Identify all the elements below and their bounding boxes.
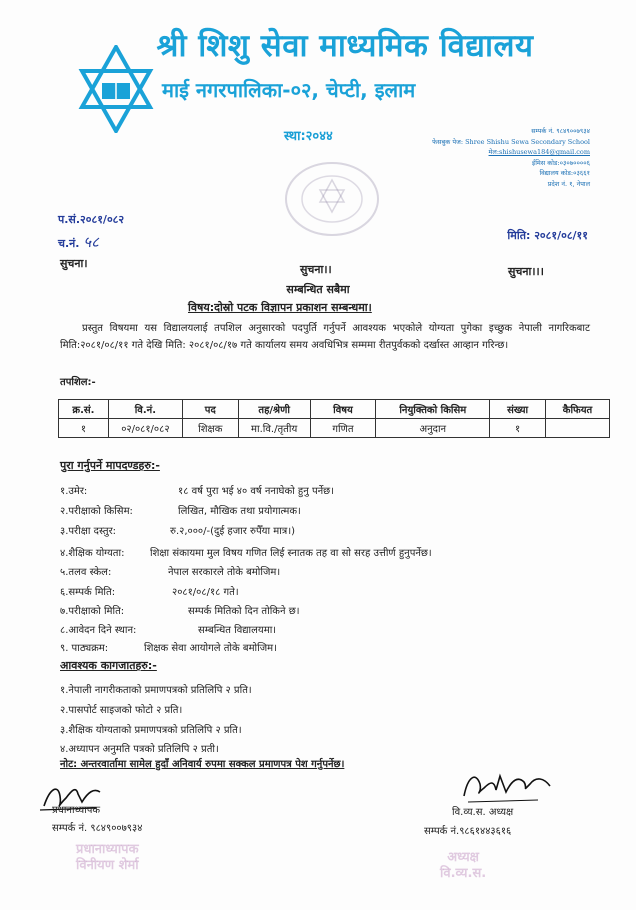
headmaster-stamp	[76, 842, 139, 874]
subject-line: विषय:दोस्रो पटक विज्ञापन प्रकाशन सम्बन्धमा।	[188, 301, 372, 314]
stamp-line: अध्यक्ष	[447, 850, 479, 865]
vacancy-table	[58, 399, 610, 438]
table-cell: गणित	[310, 419, 376, 438]
contact-email: मेल:shishusewa184@gmail.com	[488, 148, 590, 156]
table-header-row	[59, 400, 610, 419]
contact-province: प्रदेश नं. १, नेपाल	[547, 179, 590, 188]
header-cell: वि.नं.	[108, 400, 182, 419]
documents-title: आवश्यक कागजातहरु:-	[60, 659, 157, 672]
criteria-item	[60, 564, 281, 578]
criteria-item	[60, 603, 300, 617]
contact-emis: ईमिस कोड:०३०७००००६	[532, 158, 590, 167]
criteria-item	[60, 640, 277, 654]
criteria-label: ९. पाठ्यक्रम:	[60, 643, 109, 654]
table-cell: अनुदान	[376, 419, 490, 438]
criteria-value: सम्पर्क मितिको दिन तोकिने छ।	[188, 606, 300, 617]
school-address: माई नगरपालिका-०२, चेप्टी, इलाम	[162, 78, 416, 102]
criteria-label: ८.आवेदन दिने स्थान:	[60, 625, 137, 636]
header-cell: कैफियत	[546, 400, 610, 419]
header-cell: तह/श्रेणी	[238, 400, 310, 419]
contact-phone: सम्पर्क नं. ९८४९००७९३४	[531, 127, 590, 135]
chairman-title: वि.व्य.स. अध्यक्ष	[452, 807, 514, 818]
table-cell: मा.वि./तृतीय	[238, 419, 310, 438]
contact-school-code: विद्यालय कोड:०३६६१	[539, 169, 590, 177]
criteria-label: २.परीक्षाको किसिम:	[60, 506, 133, 517]
criteria-item	[60, 503, 301, 517]
table-cell: ०२/०८१/०८२	[108, 419, 182, 438]
notice-heading-2: सुचना।।	[300, 263, 332, 276]
criteria-item	[60, 545, 432, 559]
criteria-label: ४.शैक्षिक योग्यता:	[60, 548, 125, 559]
criteria-value: लिखित, मौखिक तथा प्रयोगात्मक।	[178, 506, 301, 517]
header-cell: क्र.सं.	[59, 400, 109, 419]
document-item: २.पासपोर्ट साइजको फोटो २ प्रति।	[60, 705, 183, 716]
criteria-title: पुरा गर्नुपर्ने मापदण्डहरु:-	[60, 459, 160, 472]
document-item: १.नेपाली नागरीकताको प्रमाणपत्रको प्रतिलिपि २ प्रति।	[60, 685, 252, 696]
criteria-label: ६.सम्पर्क मिति:	[60, 587, 116, 598]
criteria-value: नेपाल सरकारले तोके बमोजिम।	[168, 567, 281, 578]
criteria-value: २०८१/०८/१८ गते।	[172, 587, 239, 598]
table-row	[59, 419, 610, 438]
chairman-contact: सम्पर्क नं.९८६१४४३६१६	[424, 826, 512, 837]
headmaster-contact: सम्पर्क नं. ९८४९००७९३४	[52, 823, 143, 834]
addressee: सम्बन्धित सबैमा	[286, 283, 350, 296]
stamp-line: विनीयण शेर्मा	[76, 858, 139, 873]
stamp-line: वि.व्य.स.	[440, 866, 487, 881]
chairman-stamp	[440, 850, 486, 882]
header-cell: पद	[182, 400, 238, 419]
established-year: स्था:२०४४	[284, 129, 333, 144]
document-item: ४.अध्यापन अनुमति पत्रको प्रतिलिपि २ प्रती।	[60, 744, 219, 755]
criteria-label: ३.परीक्षा दस्तुर:	[60, 526, 117, 537]
school-name: श्री शिशु सेवा माध्यमिक विद्यालय	[156, 28, 534, 64]
table-cell: शिक्षक	[182, 419, 238, 438]
criteria-value: १८ वर्ष पुरा भई ४० वर्ष ननाघेको हुनु पर्नेछ।	[178, 486, 334, 497]
dispatch-label: च.नं.	[58, 237, 80, 250]
document-item: ३.शैक्षिक योग्यताको प्रमाणपत्रको प्रतिलिपि २ प्रति।	[60, 725, 242, 736]
criteria-value: शिक्षा संकायमा मुल विषय गणित लिई स्नातक तह वा सो सरह उत्तीर्ण हुनुपर्नेछ।	[150, 548, 432, 559]
contact-block	[360, 126, 590, 189]
stamp-line: प्रधानाध्यापक	[76, 842, 139, 857]
header-cell: विषय	[310, 400, 376, 419]
criteria-item	[60, 483, 334, 497]
note-line: नोट: अन्तरवार्तामा सामेल हुदाँ अनिवार्य रुपमा सक्कल प्रमाणपत्र पेश गर्नुपर्नेछ।	[60, 759, 345, 770]
notice-heading-1: सुचना।	[60, 257, 88, 270]
headmaster-title: प्रधानाध्यापक	[52, 805, 101, 816]
criteria-value: सम्बन्धित विद्यालयमा।	[198, 625, 277, 636]
table-cell: १	[490, 419, 546, 438]
criteria-item	[60, 584, 239, 598]
dispatch-number	[58, 232, 99, 252]
table-cell: १	[59, 419, 109, 438]
criteria-value: रु.२,०००/-(दुई हजार रुपैँया मात्र।)	[170, 526, 296, 537]
details-label: तपशिल:-	[60, 377, 96, 388]
table-cell	[546, 419, 610, 438]
notice-heading-3: सुचना।।।	[508, 265, 544, 278]
school-seal-stamp	[282, 160, 382, 238]
chairman-signature	[458, 766, 558, 806]
criteria-item	[60, 622, 277, 636]
letter-date: मिति: २०८१/०८/११	[507, 229, 588, 242]
header-cell: नियुक्तिको किसिम	[376, 400, 490, 419]
criteria-label: ७.परीक्षाको मिति:	[60, 606, 125, 617]
criteria-label: ५.तलव स्केल:	[60, 567, 112, 578]
dispatch-value: ५८	[83, 233, 99, 251]
contact-facebook: फेसबुक पेज: Shree Shishu Sewa Secondary School	[432, 137, 590, 146]
body-paragraph: प्रस्तुत विषयमा यस विद्यालयलाई तपशिल अनुसारको पदपुर्ति गर्नुपर्ने आवश्यक भएकोले योग्यता पुगेका इच्छुक नेपाली नागरिकबाट मिति:२०८१/०८/११ गते देखि मिति: २०८१/०८/१७ गते कार्यालय समय अवधिभित्र सम्ममा रीतपुर्वकको दर्खास्त आव्हान गरिन्छ।	[60, 323, 590, 351]
criteria-item	[60, 523, 296, 537]
criteria-label: १.उमेर:	[60, 486, 88, 497]
header-cell: संख्या	[490, 400, 546, 419]
reference-number: प.सं.२०८१/०८२	[58, 213, 125, 226]
criteria-value: शिक्षक सेवा आयोगले तोके बमोजिम।	[144, 643, 277, 654]
